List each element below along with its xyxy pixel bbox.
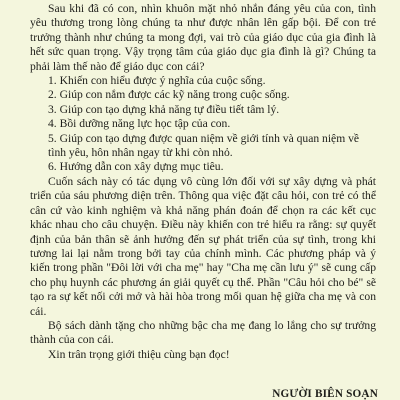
intro-paragraph: Sau khi đã có con, nhìn khuôn mặt nhỏ nhắn đáng yêu của con, tình yêu thương trong lòng chúng ta như được nhân lên gấp bội. Để con trẻ trưởng thành như chúng ta mong đợi, vai trò của giáo dục của gia đình là hết sức quan trọng. Vậy trọng tâm của giáo dục gia đình là gì? Chúng ta phải làm thế nào để giáo dục con cái?	[30, 2, 376, 73]
dedication-paragraph: Bộ sách dành tặng cho những bậc cha mẹ đang lo lắng cho sự trưởng thành của con cái.	[30, 318, 376, 347]
goal-item: 1. Khiến con hiểu được ý nghĩa của cuộc sống.	[48, 74, 266, 88]
goal-item: 6. Hướng dẫn con xây dựng mục tiêu.	[48, 160, 224, 174]
goal-item: 3. Giúp con tạo dựng khả năng tự điều tiết tâm lý.	[48, 102, 280, 116]
author-signature: NGƯỜI BIÊN SOẠN	[272, 388, 378, 400]
goal-item: 4. Bồi dưỡng năng lực học tập của con.	[48, 117, 231, 131]
closing-paragraph: Xin trân trọng giới thiệu cùng bạn đọc!	[48, 347, 230, 361]
body-paragraph: Cuốn sách này có tác dụng vô cùng lớn đối với sự xây dựng và phát triển của sáu phương diện trên. Thông qua việc đặt câu hỏi, con trẻ có thể cân cứ vào kinh nghiệm và khả năng phán đoán để chọn ra các kết cục khác nhau cho câu chuyện. Điều này khiến con trẻ hiểu ra rằng: sự quyết định của bản thân sẽ ảnh hưởng đến sự phát triển của sự tình, trong khi tương lai lại nằm trong bởi tay của chính mình. Các phương pháp và ý kiến trong phần "Đôi lời với cha mẹ" hay "Cha mẹ cần lưu ý" sẽ cung cấp cho phụ huynh các phương án giải quyết cụ thể. Phần "Câu hỏi cho bé" sẽ tạo ra sự kết nối cởi mở và hài hòa trong mối quan hệ giữa cha mẹ và con cái.	[30, 174, 376, 318]
goal-item: 2. Giúp con nắm được các kỹ năng trong cuộc sống.	[48, 88, 290, 102]
goal-item: 5. Giúp con tạo dựng được quan niệm về giới tính và quan niệm về tình yêu, hôn nhân ngay từ khi còn nhỏ.	[48, 131, 360, 160]
goals-list	[30, 74, 376, 175]
text-block	[30, 2, 376, 362]
